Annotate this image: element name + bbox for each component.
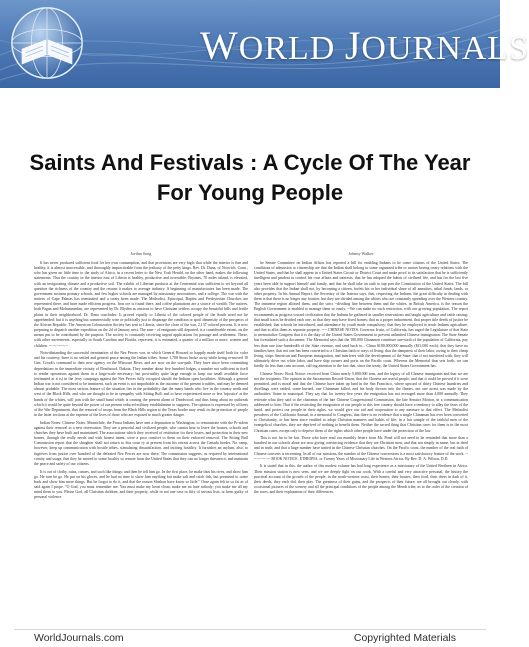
footer-site-link[interactable]: WorldJournals.com [34,632,124,644]
footer-copyright-notice: Copyrighted Materials [353,632,456,644]
right-paragraph-2: Chinese Notes: Book Notice: received from China nearly 5,000,000 tons, and the legacy of all Chinese immigrants and that we are not the recipients. The opinion in the Sacramento Record-Union, that the Chinese are useful people, and that it could be proved if it were permitted, and is moral and that the Chinese have taken up land in the San Francisco, where upward of thirty Chinese laundries and dwellings were raided, some burned, one Chinaman killed, and his body thrown into the flames, not one arrest was made by the authorities. Some in municipal. They say that for twenty-five years the emigration has not averaged more than 4,000 annually. They reiterate what they said to the chairman of the late Chinese Congressional Commission, the late Senator Morton, in a communication addressed to him: That if the restricting the emigration of our people to this free country should have a tendency to allay the fears of the timid, and protect our people in their rights, we would give our aid and cooperation to any measure to that effect. The Methodist preachers of the California Annual, in a memorial to Congress, that there is no evidence that a single Chinaman has ever been converted to Christianity, or has been since enabled to adopt Christian manners and habits of life; in a fair sample of the faithful men of the evangelical churches, they are deprived of nothing to benefit them. Neither the sacred thing that Christian cares for them is in the most Christian cases, except only to deprive them of the rights which other people have under the protection of the law. [254,371,468,433]
left-column-heading: Jordan Song [130,251,152,256]
left-paragraph-1: It has never produced sufficient food for her own consumption, and that provisions are very high; that while the interior is fine and healthy, it is almost inaccessible, and thoroughly impracticable from the jealousy of the petty kings. Rev. Dr. Dana, of Norwich, Conn., who has given no little time to the study of Africa, in a recent letter to the New York Herald, on the other hand, makes the following statements: That the country in the interior east of Liberia is healthy, productive and accessible; Bryanes, 70 miles inland, is elevated, with an invigorating climate and a productive soil. The exhibit of Liberian products at the Centennial was sufficient to set beyond all question the richness of the country and the returns it makes to average industry. A beginning of manufactories has been made. The government sustains primary schools, and few higher schools are managed by missionary associations, and a college. The war with the natives of Cape Palmas has terminated and a treaty been made. The Methodist, Episcopal, Baptist and Presbyterian Churches are represented there, and have made efficient progress. Iron ore is found there, and coffee plantations are a source of wealth. The natives, both Pagan and Mohammedan, are represented by Dr. Blyden as anxious to have Christian settlers occupy the beautiful hills and fertile plains in their neighborhood. Dr. Dana concludes: It proved equally to Liberia of the colored people of the South need not be apprehended; but it is anything but commercially wise or politically just to disparage the condition or spoil dimensity of the prospects of the African Republic. The American Colonization Society has sent to Liberia, since the close of the war, 2,137 colored persons. It is now preparing to dispatch another expedition on the 2d of January next. The sum-- of emigrants still departed, is a considerable extent, on the means put to be contributed by the purpose. The society is constantly receiving urgent applications for passage and settlement. These, with other movements, especially in South Carolina and Florida, represent, it is estimated, a quarter of a million or more, women and children. -----:------:-- [34,261,248,348]
left-paragraph-3: Indian Notes: Chinese Notes. Meanwhile, the Ponca Indians have sent a deputation to Washington, to remonstrate with the Pr-sident against their removal to a new reservation. They are a peaceful and civilized people, who cannot bear to leave the houses, schools and churches they have built and maintained. The associations which they received of restitution for their losses, and protection in their new homes, through the really needs and with honest intent, were a poor comfort to them on their enforced removal. The Sitting Bull Commission report that the slaughter shall not return to this coun ry at present from his retreat across the Canada border. No camp, however, keep up communication with hostile tribes, stimulating dissatisfaction, and inciting hostility. It furnishes an asylum, also, to fugitives from justice over hundred of the defeated Nez Perces are now there. The commission suggests, as required by international comity and usage, that they be moved to some locality so remote from the United States that they can no longer threaten it, and maintain the peace and safety of our citizens. [34,420,248,466]
world-journals-banner [0,0,529,88]
right-column-heading: Johnny Walker [348,251,374,256]
globe-book-logo-icon [8,4,86,82]
right-text-column [254,251,468,498]
right-paragraph-1: he Senate Committee on Indian Affairs has reported a bill for enabling Indians to be come citizens of the United States. The conditions of admission to citizenship are that the Indian shall belong to some organized tribe or nation having treaty relations with the United States, and that he shall appear in a United States Circuit or District Court and make proof to its satisfaction that he is sufficiently intelligent and prudent to control his own affairs and interests, that he has adopted the habits of civilized life, and has for the last five years been able to support himself and family, and that he shall take an oath to sup port the Constitution of the United States. The bill also provides that the Indian shall not, by becoming a citizen, forfeit his or her individual share of all annuities, tribal funds, lands, or other property. In his Annual Report, the Secretary of the Interior says, that, respecting the Indians, the great difficulty in dealing with them is that there is no longer any frontier, but they are divided among the whites who are constantly spreading over the Western country. The immense region allotted them, and the strict --dividing line between them and the whites, in British America, is the reason the English Government is enabled to manage them so easily. --We can make no such restriction, with our growing population. The report recommends as progress toward civilization that the Indians be gathered in smaller reservations and taught agriculture and cattle raising; that small tracts be divided each one, so that they may have fixed homes; that as a proper inducement, that proper title deeds of justice be established; that schools be introduced, and attendance by youth made compulsory; that they be employed to teach Indians agriculture, and that to allot them as separate property. ---- CHINESE NOTES. Governor Irwin, of California, has urged the Legislature of that State to memorialize Congress that it is the duty of the United States Government to prevent unlimited Chinese immigration. The State Senate has formulated such a document. The Memorial says that the 180,000 Chinamen constitute one-sixth of the population of California, pay less than one four-hundredth of the State revenue, and send back to... China $180,000,000 annually ($11,000 each); that they have no families here; that not one has been converted to a Christian faith or ways of living; that the dampness of their labor, owing to their cheap living, strips American and European immigration, and interferes with the development of the State; that if not interfered with, they will ultimately drive out white labor, and have ship owners and ports on the Pacific coast. Whereas the Memorial thus sets forth, we can hardly do less than cum account, call ing attention to the fact that, since the treaty, the United States Government has. [254,261,468,369]
page-title: Saints And Festivals : A Cycle Of The Year For Young People [29,150,471,205]
brand-wordmark: WORLD JOURNALS [200,23,529,68]
left-paragraph-2: Notwithstanding the successful termination of the Nez Perces war, in which General Howard so happily made itself both for valor and his courtesy, there is no settled and general peace among the Indian tribes. Some 1,700 Sioux broke away while being re-moved 10 Gen. Crook's command to their new agency on the Missouri River, and are now on the war-path. They have since been committing depredations in the immediate vicinity of Deadwood, Dakota. They number about five hundred lodges, a number not sufficient in itself to render operations against them in a large-scale necessary; but post-utility quite large enough to keep our small available force (estimated at it is) in the ferry campaign against the Nez Perces fully occupied should the Indians open hostilities. Although a general Indian war is not considered to be imminent, such an event is not improbable as the outcome of the present troubles, and may be deemed almost probable. The most serious feature of the situation lies in the probability that the many bands who live in the country north and west of the Black Hills, and who are thought to be in sympathy with Sitting Bull, and to have experienced more or less 'injustice' at the hands of the whites, will join with the small band which is causing the present alarm of Deadwood; and thus bring about no outbreak which it would be quite beyond the power of our present reduced military establishment to suppress. The opinion is expressed by officers of the War Department, that the removal of troops from the Black Hills region to the Texas border may result in the protection of people in the latter sections at the expense of the lives of those who are exposed to much greater danger. [34,351,248,418]
left-text-column [34,251,248,503]
footer-divider [14,629,486,630]
right-paragraph-4: It is stated that in this, the author of this modest volume has had long experience as a missionary of the United Brethren in Africa. Their mission station is now seen, and we are deeply fight on our work. With a careful and very attractive personal, the history the practical account of the growth of the people, in the north-western coast, their homes, their houses, their food, their dress in dark of it, their deeds, they each did, their play. The greatness of their gains, and the prospects of their future, are all brought out clearly, with occasional pictures of the scenery and all the principal conditions of the people among the Mendi tribe, as to the order of the creation of the races, and their explanation of their differences. [254,464,468,495]
right-paragraph-3: This is not far to be fair. Those who have read our monthly letters from Mr. Pond will not need to be reminded that more than a hundred in our schools alone are now giving convincing evidence that they are Christian men, and that not simply in name, but in deed and in truth; and that a large number have united in the Chinese Christian churches. On the Pacific coast, the number of the real faith of Chinese converts is increasing. In all of our missions, the number of the Chinese conversions is a most satisfactory feature of the work. -----:------:-- BOOK NOTICE. ETHIOPIA, or Twenty Years of Missionary Life in Western Africa. By Rev. D. A. Wilson, D.D. [254,436,468,461]
left-paragraph-4: It is out of clothy, rains, canoes, and such like things; and then he tell him go. In the first place, he make thus his rives, and show him go. He turn he go. He put on his gloves, and he had no time to show him anything but make salt and catch fish, but promised to come back and show him more things. But he forgot to do it, and that the reason Shishon have know so little." Ouse again felt in so fat as of said again I prope. "O God, you must remember me. You must make my heart clean; make me no hate nobody; you make me all my mind them to you. Please God, all Christian children, and their property, while in not one case in fifty of serious lists, or been guilty of personal violence. [34,469,248,500]
